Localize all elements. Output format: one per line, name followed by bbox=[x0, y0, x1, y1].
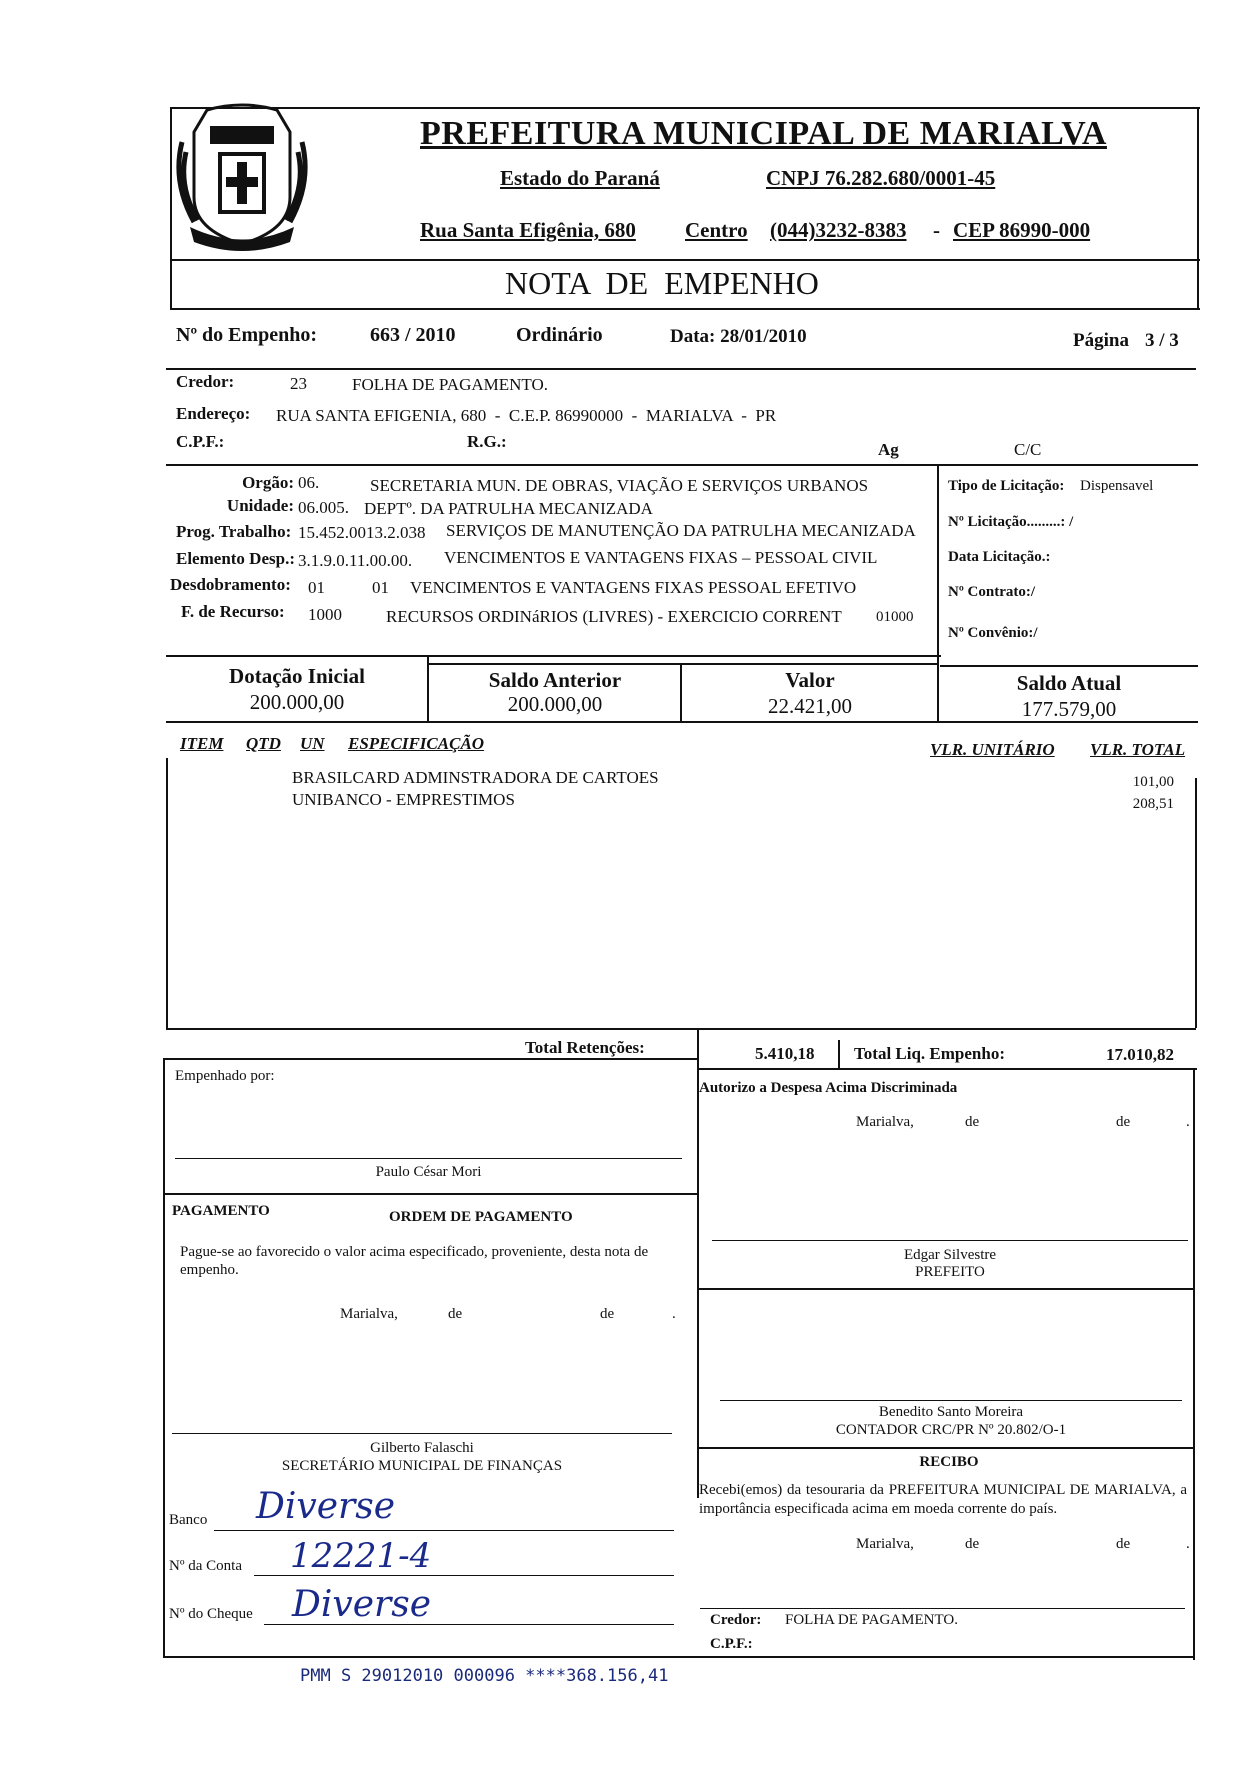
document-title: NOTA DE EMPENHO bbox=[505, 265, 819, 301]
saldo-atual-label: Saldo Atual bbox=[1016, 671, 1122, 695]
credor-name: FOLHA DE PAGAMENTO. bbox=[352, 375, 548, 394]
banco-handwritten: Diverse bbox=[256, 1486, 396, 1527]
dotacao-inicial-label: Dotação Inicial bbox=[229, 664, 365, 688]
empenhado-por-name: Paulo César Mori bbox=[375, 1164, 482, 1180]
page-number: 3 / 3 bbox=[1145, 330, 1179, 351]
right-de-2a: de bbox=[965, 1536, 980, 1552]
valor-label: Valor bbox=[785, 668, 835, 692]
separator-dash: - bbox=[933, 218, 940, 242]
orgao-code: 06. bbox=[298, 473, 320, 492]
right-date-dot-2: . bbox=[1186, 1536, 1190, 1552]
contador-name: Benedito Santo Moreira bbox=[878, 1404, 1024, 1420]
rg-label: R.G.: bbox=[467, 432, 507, 451]
cheque-label: Nº do Cheque bbox=[169, 1606, 253, 1622]
col-valor-total: VLR. TOTAL bbox=[1090, 740, 1186, 759]
ordem-pagamento-label: ORDEM DE PAGAMENTO bbox=[389, 1209, 573, 1225]
left-city: Marialva, bbox=[340, 1306, 398, 1322]
elemento-desc: VENCIMENTOS E VANTAGENS FIXAS – PESSOAL CIVIL bbox=[444, 548, 878, 567]
empenho-number-label: Nº do Empenho: bbox=[176, 324, 318, 346]
prefeito-name: Edgar Silvestre bbox=[903, 1247, 997, 1263]
secretario-name: Gilberto Falaschi bbox=[370, 1440, 474, 1456]
account-label: C/C bbox=[1014, 440, 1042, 459]
left-date-dot: . bbox=[672, 1306, 676, 1322]
address-label: Endereço: bbox=[176, 404, 251, 423]
valor-value: 22.421,00 bbox=[768, 694, 852, 718]
orgao-desc: SECRETARIA MUN. DE OBRAS, VIAÇÃO E SERVIÇOS URBANOS bbox=[370, 476, 869, 495]
credor-label: Credor: bbox=[176, 372, 235, 391]
conta-label: Nº da Conta bbox=[169, 1558, 242, 1574]
col-especificacao: ESPECIFICAÇÃO bbox=[348, 734, 485, 753]
desdobramento-label: Desdobramento: bbox=[170, 575, 291, 594]
orgao-label: Orgão: bbox=[242, 473, 294, 492]
empenho-date: Data: 28/01/2010 bbox=[670, 326, 807, 347]
district: Centro bbox=[685, 218, 748, 242]
agency-label: Ag bbox=[878, 440, 899, 459]
recurso-label: F. de Recurso: bbox=[181, 602, 285, 621]
recurso-extra: 01000 bbox=[876, 609, 914, 625]
pague-se-text: Pague-se ao favorecido o valor acima especificado, proveniente, desta nota de empenho. bbox=[180, 1244, 649, 1278]
banco-label: Banco bbox=[169, 1512, 208, 1528]
recibo-cpf-label: C.P.F.: bbox=[710, 1636, 753, 1652]
bank-stamp-line: PMM S 29012010 000096 ****368.156,41 bbox=[300, 1666, 669, 1686]
contador-title: CONTADOR CRC/PR Nº 20.802/O-1 bbox=[835, 1422, 1067, 1438]
page-title: PREFEITURA MUNICIPAL DE MARIALVA bbox=[420, 115, 1107, 152]
recurso-desc: RECURSOS ORDINáRIOS (LIVRES) - EXERCICIO CORRENT bbox=[386, 607, 842, 626]
pagamento-label: PAGAMENTO bbox=[172, 1203, 270, 1219]
left-de-1: de bbox=[448, 1306, 463, 1322]
col-valor-unitario: VLR. UNITÁRIO bbox=[930, 740, 1055, 759]
dotacao-inicial-value: 200.000,00 bbox=[249, 690, 345, 714]
recibo-label: RECIBO bbox=[919, 1454, 979, 1470]
right-de-1b: de bbox=[1116, 1114, 1131, 1130]
right-de-1a: de bbox=[965, 1114, 980, 1130]
prog-trabalho-code: 15.452.0013.2.038 bbox=[298, 523, 426, 542]
empenho-number: 663 / 2010 bbox=[370, 324, 456, 346]
elemento-code: 3.1.9.0.11.00.00. bbox=[298, 551, 413, 570]
tipo-licitacao-label: Tipo de Licitação: bbox=[948, 478, 1065, 494]
desdobramento-code2: 01 bbox=[372, 578, 389, 597]
prog-trabalho-label: Prog. Trabalho: bbox=[176, 522, 292, 541]
desdobramento-desc: VENCIMENTOS E VANTAGENS FIXAS PESSOAL EFETIVO bbox=[410, 578, 857, 597]
municipal-crest-logo bbox=[172, 102, 312, 260]
unidade-code: 06.005. bbox=[298, 498, 349, 517]
right-city-2: Marialva, bbox=[856, 1536, 914, 1552]
phone: (044)3232-8383 bbox=[770, 218, 907, 242]
credor-code: 23 bbox=[290, 374, 307, 393]
secretario-title: SECRETÁRIO MUNICIPAL DE FINANÇAS bbox=[281, 1458, 563, 1474]
item-row-1-spec: BRASILCARD ADMINSTRADORA DE CARTOES bbox=[292, 768, 659, 787]
state-label: Estado do Paraná bbox=[500, 166, 660, 190]
unidade-desc: DEPTº. DA PATRULHA MECANIZADA bbox=[364, 499, 653, 518]
right-date-dot-1: . bbox=[1186, 1114, 1190, 1130]
empenho-type: Ordinário bbox=[516, 324, 603, 346]
saldo-atual-value: 177.579,00 bbox=[1021, 697, 1117, 721]
total-retencoes-value: 5.410,18 bbox=[755, 1044, 815, 1063]
autorizo-label: Autorizo a Despesa Acima Discriminada bbox=[699, 1080, 958, 1096]
cheque-handwritten: Diverse bbox=[292, 1584, 432, 1625]
recibo-credor-name: FOLHA DE PAGAMENTO. bbox=[785, 1612, 958, 1628]
left-de-2: de bbox=[600, 1306, 615, 1322]
numero-contrato: Nº Contrato:/ bbox=[948, 584, 1036, 600]
desdobramento-code: 01 bbox=[308, 578, 325, 597]
item-row-2-spec: UNIBANCO - EMPRESTIMOS bbox=[292, 790, 515, 809]
numero-licitacao: Nº Licitação.........: / bbox=[948, 514, 1074, 530]
cnpj-label: CNPJ 76.282.680/0001-45 bbox=[766, 166, 996, 190]
cep: CEP 86990-000 bbox=[953, 218, 1091, 242]
saldo-anterior-label: Saldo Anterior bbox=[488, 668, 622, 692]
total-retencoes-label: Total Retenções: bbox=[525, 1038, 645, 1057]
recibo-credor-label: Credor: bbox=[710, 1612, 762, 1628]
recibo-text: Recebi(emos) da tesouraria da PREFEITURA MUNICIPAL DE MARIALVA, a importância especificada acima em moeda corrente do país. bbox=[699, 1482, 1187, 1517]
conta-handwritten: 12221-4 bbox=[290, 1536, 432, 1576]
col-item: ITEM bbox=[180, 734, 224, 753]
total-liquido-value: 17.010,82 bbox=[1106, 1045, 1174, 1064]
empenhado-por-label: Empenhado por: bbox=[175, 1068, 275, 1084]
right-de-2b: de bbox=[1116, 1536, 1131, 1552]
item-row-2-total: 208,51 bbox=[1132, 796, 1174, 812]
prefeito-title: PREFEITO bbox=[915, 1264, 985, 1280]
saldo-anterior-value: 200.000,00 bbox=[507, 692, 603, 716]
unidade-label: Unidade: bbox=[226, 496, 294, 515]
elemento-label: Elemento Desp.: bbox=[176, 549, 295, 568]
numero-convenio: Nº Convênio:/ bbox=[948, 625, 1038, 641]
data-licitacao: Data Licitação.: bbox=[948, 549, 1051, 565]
page-label: Página bbox=[1073, 330, 1129, 351]
right-city-1: Marialva, bbox=[856, 1114, 914, 1130]
item-row-1-total: 101,00 bbox=[1132, 774, 1174, 790]
street-address: Rua Santa Efigênia, 680 bbox=[420, 218, 636, 242]
col-qtd: QTD bbox=[246, 734, 281, 753]
recurso-code: 1000 bbox=[308, 605, 342, 624]
address: RUA SANTA EFIGENIA, 680 - C.E.P. 86990000 - MARIALVA - PR bbox=[276, 406, 777, 425]
col-un: UN bbox=[300, 734, 325, 753]
total-liquido-label: Total Liq. Empenho: bbox=[854, 1044, 1005, 1063]
tipo-licitacao-value: Dispensavel bbox=[1080, 478, 1154, 494]
prog-trabalho-desc: SERVIÇOS DE MANUTENÇÃO DA PATRULHA MECANIZADA bbox=[446, 521, 916, 540]
cpf-label: C.P.F.: bbox=[176, 432, 225, 451]
